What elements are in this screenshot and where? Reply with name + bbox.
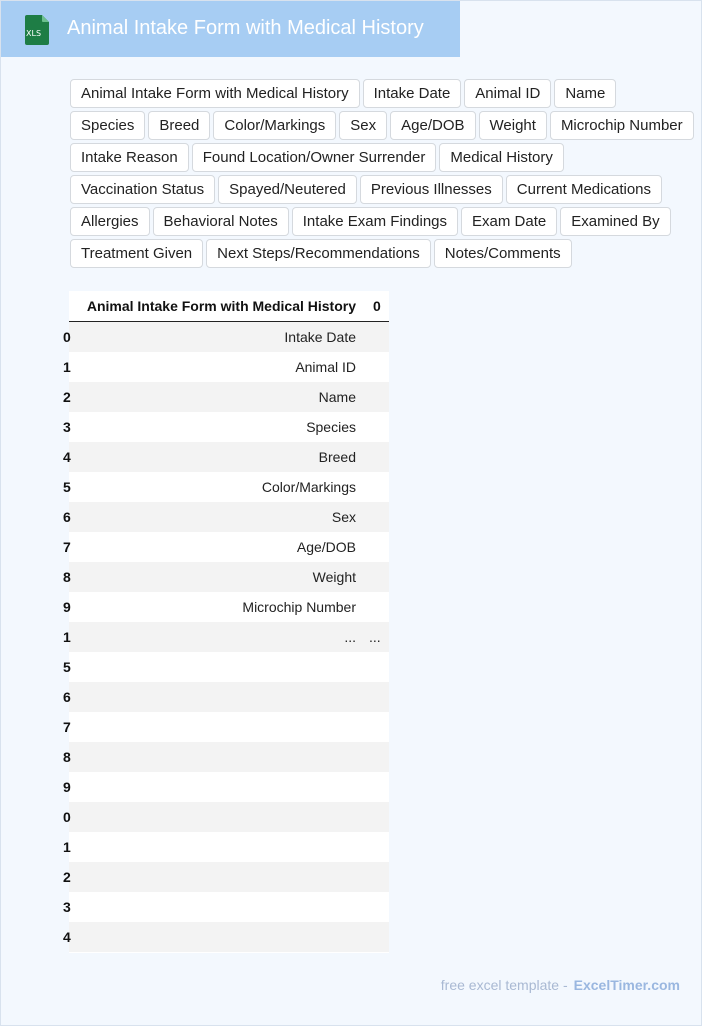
table-row xyxy=(63,742,389,772)
column-chip-list xyxy=(70,79,694,268)
row-index: 1 xyxy=(63,839,71,855)
column-chip[interactable]: Found Location/Owner Surrender xyxy=(192,143,437,172)
table-header-column: 0 xyxy=(373,298,381,314)
column-chip[interactable]: Treatment Given xyxy=(70,239,203,268)
row-index: 9 xyxy=(63,779,71,795)
column-chip[interactable]: Behavioral Notes xyxy=(153,207,289,236)
table-cell-col0: ... xyxy=(369,629,381,645)
data-table xyxy=(63,291,389,953)
svg-text:XLS: XLS xyxy=(26,29,42,38)
table-cell: Sex xyxy=(331,509,356,525)
column-chip[interactable]: Spayed/Neutered xyxy=(218,175,357,204)
table-row xyxy=(63,442,389,472)
column-chip[interactable]: Sex xyxy=(339,111,387,140)
row-index: 9 xyxy=(63,599,71,615)
column-chip[interactable]: Vaccination Status xyxy=(70,175,215,204)
column-chip[interactable]: Examined By xyxy=(560,207,670,236)
table-cell: Name xyxy=(318,389,356,405)
row-index: 8 xyxy=(63,749,71,765)
table-row xyxy=(63,352,389,382)
table-body xyxy=(63,322,389,952)
column-chip[interactable]: Exam Date xyxy=(461,207,557,236)
table-row xyxy=(63,682,389,712)
row-index: 0 xyxy=(63,329,71,345)
column-chip[interactable]: Name xyxy=(554,79,616,108)
table-row xyxy=(63,832,389,862)
footer-prefix: free excel template - xyxy=(440,977,568,993)
table-cell: Animal ID xyxy=(295,359,356,375)
row-index: 4 xyxy=(63,929,71,945)
row-index: 3 xyxy=(63,419,71,435)
column-chip[interactable]: Notes/Comments xyxy=(434,239,572,268)
table-cell: Color/Markings xyxy=(261,479,356,495)
row-index: 6 xyxy=(63,509,71,525)
row-index: 1 xyxy=(63,359,71,375)
row-index: 6 xyxy=(63,689,71,705)
row-index: 5 xyxy=(63,659,71,675)
column-chip[interactable]: Intake Exam Findings xyxy=(292,207,458,236)
row-index: 1 xyxy=(63,629,71,645)
column-chip[interactable]: Species xyxy=(70,111,145,140)
table-row xyxy=(63,712,389,742)
table-row xyxy=(63,412,389,442)
xls-file-icon xyxy=(23,15,51,45)
table-row xyxy=(63,382,389,412)
column-chip[interactable]: Next Steps/Recommendations xyxy=(206,239,431,268)
footer-brand-link[interactable]: ExcelTimer.com xyxy=(573,977,680,993)
page-title: Animal Intake Form with Medical History xyxy=(67,17,424,39)
table-row xyxy=(63,622,389,652)
table-header-label: Animal Intake Form with Medical History xyxy=(86,298,356,314)
header-bar xyxy=(1,1,460,57)
column-chip[interactable]: Medical History xyxy=(439,143,564,172)
row-index: 3 xyxy=(63,899,71,915)
row-index: 2 xyxy=(63,869,71,885)
column-chip[interactable]: Animal Intake Form with Medical History xyxy=(70,79,360,108)
table-row xyxy=(63,502,389,532)
table-row xyxy=(63,322,389,352)
table-cell: Microchip Number xyxy=(242,599,356,615)
row-index: 2 xyxy=(63,389,71,405)
column-chip[interactable]: Color/Markings xyxy=(213,111,336,140)
column-chip[interactable]: Intake Reason xyxy=(70,143,189,172)
table-cell: Weight xyxy=(312,569,356,585)
table-row xyxy=(63,862,389,892)
column-chip[interactable]: Intake Date xyxy=(363,79,462,108)
column-chip[interactable]: Allergies xyxy=(70,207,150,236)
table-cell: Breed xyxy=(318,449,356,465)
table-row xyxy=(63,592,389,622)
row-index: 7 xyxy=(63,539,71,555)
table-row xyxy=(63,892,389,922)
table-row xyxy=(63,532,389,562)
row-index: 7 xyxy=(63,719,71,735)
table-row xyxy=(63,802,389,832)
table-cell: ... xyxy=(344,629,356,645)
row-index: 0 xyxy=(63,809,71,825)
row-index: 4 xyxy=(63,449,71,465)
column-chip[interactable]: Age/DOB xyxy=(390,111,475,140)
column-chip[interactable]: Weight xyxy=(479,111,547,140)
table-cell: Age/DOB xyxy=(296,539,356,555)
table-row xyxy=(63,562,389,592)
column-chip[interactable]: Animal ID xyxy=(464,79,551,108)
column-chip[interactable]: Previous Illnesses xyxy=(360,175,503,204)
column-chip[interactable]: Breed xyxy=(148,111,210,140)
table-cell: Species xyxy=(306,419,356,435)
column-chip[interactable]: Current Medications xyxy=(506,175,662,204)
row-index: 8 xyxy=(63,569,71,585)
row-index: 5 xyxy=(63,479,71,495)
table-row xyxy=(63,772,389,802)
table-header xyxy=(69,291,389,322)
footer-credit xyxy=(441,977,680,993)
table-cell: Intake Date xyxy=(284,329,356,345)
table-row xyxy=(63,652,389,682)
table-row xyxy=(63,472,389,502)
table-row xyxy=(63,922,389,952)
column-chip[interactable]: Microchip Number xyxy=(550,111,694,140)
